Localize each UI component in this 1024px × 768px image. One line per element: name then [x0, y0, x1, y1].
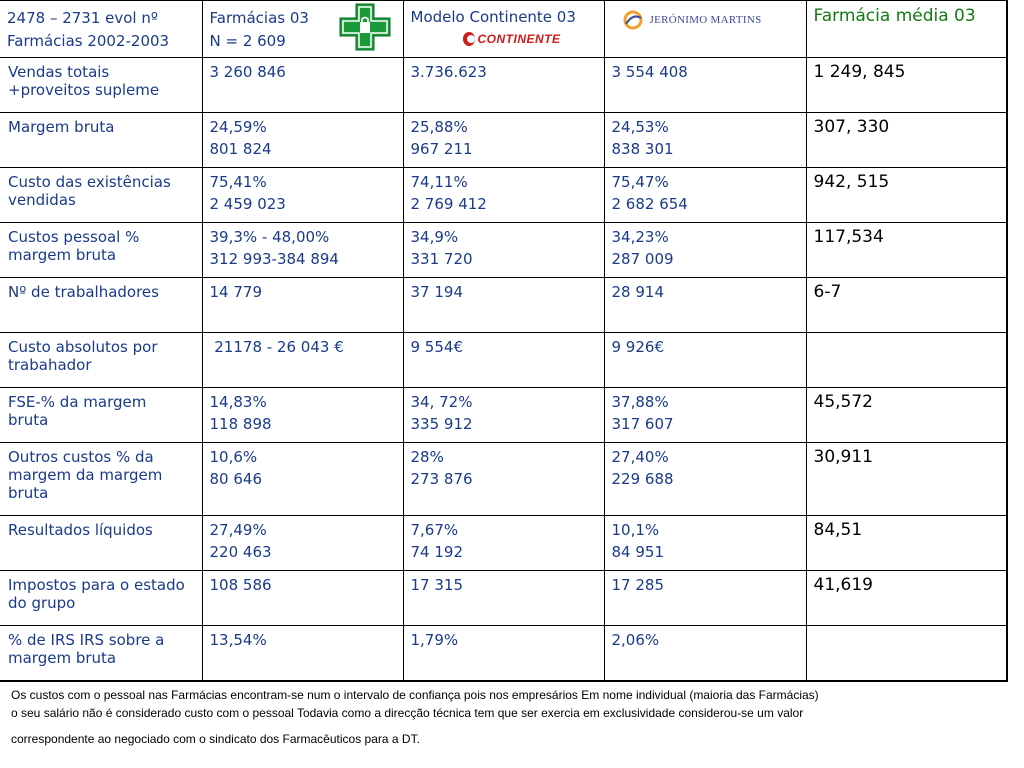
jeronimo-martins-value-line: 229 688 — [611, 470, 674, 488]
jeronimo-martins-value-line: 3 554 408 — [611, 63, 688, 81]
continente-value-line: 335 912 — [410, 415, 473, 433]
continente-value — [403, 443, 604, 516]
continente-value — [403, 516, 604, 571]
farmacia-media-value: 30,911 — [806, 443, 1007, 516]
farmacias-value-line: 80 646 — [209, 470, 262, 488]
continente-value — [403, 388, 604, 443]
row-label — [0, 333, 202, 388]
jeronimo-martins-value-line: 10,1% — [611, 521, 660, 539]
farmacias-value-line: 3 260 846 — [209, 63, 286, 81]
row-label-line: margem bruta — [8, 649, 117, 667]
farmacia-media-value: 117,534 — [806, 223, 1007, 278]
continente-value-line: 34,9% — [410, 228, 459, 246]
row-label-line: do grupo — [8, 594, 76, 612]
jeronimo-martins-value-line: 24,53% — [611, 118, 669, 136]
continente-value — [403, 626, 604, 682]
farmacias-value-line: 10,6% — [209, 448, 258, 466]
jeronimo-martins-value-line: 838 301 — [611, 140, 674, 158]
continente-value — [403, 333, 604, 388]
farmacia-media-value: 942, 515 — [806, 168, 1007, 223]
farmacias-value — [202, 571, 403, 626]
farmacias-value — [202, 626, 403, 682]
continente-value-line: 25,88% — [410, 118, 468, 136]
farmacias-value-line: 75,41% — [209, 173, 267, 191]
row-label-line: Custo absolutos por — [8, 338, 158, 356]
table-row — [0, 278, 1007, 333]
farmacias-value-line: 801 824 — [209, 140, 272, 158]
jeronimo-martins-value-line: 75,47% — [611, 173, 669, 191]
farmacia-media-value: 6-7 — [806, 278, 1007, 333]
farmacias-value-line: 27,49% — [209, 521, 267, 539]
row-label-line: FSE-% da margem — [8, 393, 147, 411]
row-label — [0, 278, 202, 333]
farmacias-value — [202, 113, 403, 168]
row-label-line: Custo das existências — [8, 173, 171, 191]
continente-value-line: 9 554€ — [410, 338, 463, 356]
row-label-line: margem bruta — [8, 246, 117, 264]
row-label — [0, 223, 202, 278]
jeronimo-martins-value — [604, 223, 806, 278]
header-cell-period — [0, 1, 202, 58]
farmacia-media-value: 41,619 — [806, 571, 1007, 626]
farmacias-n: N = 2 609 — [209, 32, 286, 50]
jeronimo-martins-value — [604, 168, 806, 223]
row-label — [0, 168, 202, 223]
row-label — [0, 626, 202, 682]
continente-logo-text: CONTINENTE — [477, 32, 561, 46]
table-row — [0, 388, 1007, 443]
continente-value — [403, 571, 604, 626]
row-label-line: Outros custos % da — [8, 448, 154, 466]
table-row — [0, 168, 1007, 223]
row-label-line: Resultados líquidos — [8, 521, 153, 539]
row-label-line: Nº de trabalhadores — [8, 283, 159, 301]
footnote-line: correspondente ao negociado com o sindicato dos Farmacêuticos para a DT. — [11, 732, 420, 746]
continente-value-line: 37 194 — [410, 283, 463, 301]
row-label-line: Impostos para o estado — [8, 576, 185, 594]
jeronimo-martins-mark-icon — [622, 9, 644, 31]
jeronimo-martins-value — [604, 278, 806, 333]
header-cell-continente — [403, 1, 604, 58]
row-label — [0, 443, 202, 516]
footnote-line: Os custos com o pessoal nas Farmácias encontram-se num o intervalo de confiança pois nos empresários Em nome individual (maioria das Farmácias) — [11, 688, 819, 702]
jeronimo-martins-value-line: 37,88% — [611, 393, 669, 411]
jeronimo-martins-value — [604, 388, 806, 443]
table-row — [0, 113, 1007, 168]
period-line: Farmácias 2002-2003 — [7, 32, 170, 50]
farmacia-media-value: 1 249, 845 — [806, 58, 1007, 113]
row-label — [0, 113, 202, 168]
continente-value-line: 3.736.623 — [410, 63, 487, 81]
continente-value — [403, 168, 604, 223]
farmacia-media-value: 45,572 — [806, 388, 1007, 443]
jeronimo-martins-value — [604, 443, 806, 516]
period-line: 2478 – 2731 evol nº — [7, 9, 158, 27]
continente-value — [403, 223, 604, 278]
jeronimo-martins-value-line: 17 285 — [611, 576, 664, 594]
farmacias-value — [202, 388, 403, 443]
farmacias-value — [202, 278, 403, 333]
farmacia-media-title: Farmácia média 03 — [813, 6, 976, 26]
jeronimo-martins-logo — [622, 9, 799, 31]
row-label-line: bruta — [8, 411, 49, 429]
jeronimo-martins-value-line: 9 926€ — [611, 338, 664, 356]
jeronimo-martins-value — [604, 626, 806, 682]
row-label-line: bruta — [8, 484, 49, 502]
header-cell-jeronimo-martins — [604, 1, 806, 58]
farmacias-value-line: 220 463 — [209, 543, 272, 561]
continente-value — [403, 278, 604, 333]
row-label-line: trabahador — [8, 356, 92, 374]
continente-value-line: 34, 72% — [410, 393, 473, 411]
farmacia-media-value: 307, 330 — [806, 113, 1007, 168]
continente-value-line: 74 192 — [410, 543, 463, 561]
farmacias-value-line: 108 586 — [209, 576, 272, 594]
farmacias-value — [202, 333, 403, 388]
continente-value-line: 74,11% — [410, 173, 468, 191]
row-label — [0, 388, 202, 443]
farmacias-title: Farmácias 03 — [209, 9, 309, 27]
continente-value-line: 7,67% — [410, 521, 459, 539]
jeronimo-martins-value-line: 2,06% — [611, 631, 660, 649]
jeronimo-martins-value-line: 84 951 — [611, 543, 664, 561]
continente-value — [403, 113, 604, 168]
continente-logo — [463, 29, 561, 49]
row-label-line: % de IRS IRS sobre a — [8, 631, 165, 649]
jeronimo-martins-value — [604, 113, 806, 168]
table-row — [0, 443, 1007, 516]
continente-value-line: 2 769 412 — [410, 195, 487, 213]
footnote-line: o seu salário não é considerado custo com o pessoal Todavia como a direcção técnica tem que ser exercia em exclusividade considerou-se um valor — [11, 706, 804, 720]
farmacias-value — [202, 168, 403, 223]
jeronimo-martins-value-line: 2 682 654 — [611, 195, 688, 213]
continente-c-icon — [463, 32, 475, 46]
farmacias-value-line: 118 898 — [209, 415, 272, 433]
row-label — [0, 516, 202, 571]
farmacias-value-line: 14,83% — [209, 393, 267, 411]
farmacias-value-line: 13,54% — [209, 631, 267, 649]
row-label-line: vendidas — [8, 191, 76, 209]
continente-value-line: 17 315 — [410, 576, 463, 594]
jeronimo-martins-value — [604, 333, 806, 388]
farmacia-media-value — [806, 333, 1007, 388]
footnote — [11, 686, 1011, 748]
pharmacy-cross-icon — [339, 3, 391, 51]
farmacias-value — [202, 443, 403, 516]
continente-value-line: 28% — [410, 448, 444, 466]
jeronimo-martins-value-line: 287 009 — [611, 250, 674, 268]
jeronimo-martins-value-line: 28 914 — [611, 283, 664, 301]
row-label-line: +proveitos supleme — [8, 81, 160, 99]
row-label — [0, 58, 202, 113]
jeronimo-martins-value-line: 27,40% — [611, 448, 669, 466]
table-row — [0, 223, 1007, 278]
jeronimo-martins-value — [604, 516, 806, 571]
farmacias-value-line: 39,3% - 48,00% — [209, 228, 330, 246]
jeronimo-martins-value-line: 34,23% — [611, 228, 669, 246]
table-row — [0, 58, 1007, 113]
header-row — [0, 1, 1007, 58]
table-row — [0, 516, 1007, 571]
farmacias-value — [202, 58, 403, 113]
farmacia-media-value: 84,51 — [806, 516, 1007, 571]
continente-title: Modelo Continente 03 — [410, 8, 576, 26]
row-label — [0, 571, 202, 626]
farmacias-value-line: 21178 - 26 043 € — [209, 338, 344, 356]
table-row — [0, 626, 1007, 682]
row-label-line: Custos pessoal % — [8, 228, 140, 246]
jeronimo-martins-value — [604, 58, 806, 113]
farmacias-value-line: 2 459 023 — [209, 195, 286, 213]
continente-value-line: 1,79% — [410, 631, 459, 649]
farmacias-value-line: 14 779 — [209, 283, 262, 301]
farmacias-value-line: 312 993-384 894 — [209, 250, 339, 268]
row-label-line: Margem bruta — [8, 118, 115, 136]
farmacias-value — [202, 516, 403, 571]
continente-value — [403, 58, 604, 113]
table-row — [0, 571, 1007, 626]
table-row — [0, 333, 1007, 388]
row-label-line: Vendas totais — [8, 63, 110, 81]
continente-value-line: 967 211 — [410, 140, 473, 158]
farmacias-value — [202, 223, 403, 278]
jeronimo-martins-value-line: 317 607 — [611, 415, 674, 433]
farmacias-value-line: 24,59% — [209, 118, 267, 136]
jeronimo-martins-logo-text: JERÓNIMO MARTINS — [649, 14, 762, 26]
jeronimo-martins-value — [604, 571, 806, 626]
farmacia-media-value — [806, 626, 1007, 682]
continente-value-line: 273 876 — [410, 470, 473, 488]
row-label-line: margem da margem — [8, 466, 163, 484]
header-cell-farmacia-media — [806, 1, 1007, 58]
continente-value-line: 331 720 — [410, 250, 473, 268]
